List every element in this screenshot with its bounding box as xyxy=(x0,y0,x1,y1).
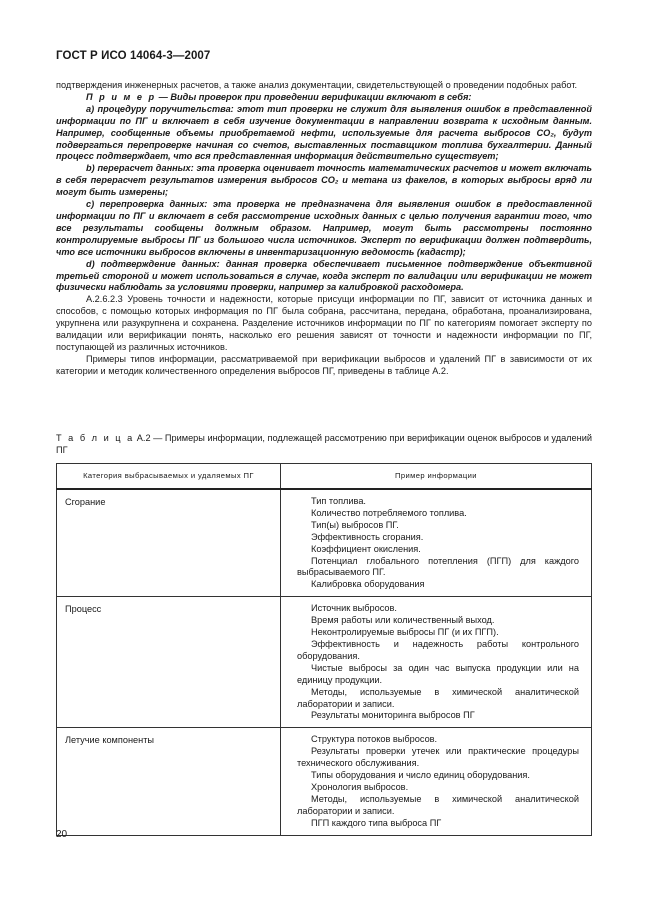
example-item: Структура потоков выбросов. xyxy=(311,734,438,745)
table-caption xyxy=(56,433,592,457)
example-item: Эффективность сгорания. xyxy=(311,531,424,542)
table-container xyxy=(56,463,592,836)
example-item-b: b) перерасчет данных: эта проверка оценивает точность математических расчетов и может включать в себя перерасчет результатов измерения выбросов CO₂ и метана из факелов, в которых выбросы вряд ли могут быть измерены; xyxy=(56,163,592,198)
example-item: Неконтролируемые выбросы ПГ (и их ПГП). xyxy=(311,627,499,638)
examples-table xyxy=(56,463,592,836)
table-caption-text: А.2 — Примеры информации, подлежащей рассмотрению при верификации оценок выбросов и удалений ПГ xyxy=(56,433,592,455)
example-item: Эффективность и надежность работы контрольного оборудования. xyxy=(297,638,579,661)
example-item-d: d) подтверждение данных: данная проверка обеспечивает письменное подтверждение объективной третьей стороной и может использоваться в случае, когда эксперт по валидации или верификации не может физически наблюдать за условиями проверки, например за калибровкой расходомера. xyxy=(56,258,592,293)
example-item: Тип(ы) выбросов ПГ. xyxy=(311,519,399,530)
example-item: Чистые выбросы за один час выпуска продукции или на единицу продукции. xyxy=(297,662,579,685)
example-item: Калибровка оборудования xyxy=(311,579,425,590)
example-item: Коэффициент окисления. xyxy=(311,543,421,554)
example-label: П р и м е р xyxy=(86,91,157,102)
table-cell-examples xyxy=(281,489,592,597)
example-item: Методы, используемые в химической аналитической лаборатории и записи. xyxy=(297,793,579,816)
table-cell-examples xyxy=(281,597,592,728)
example-item: Тип топлива. xyxy=(311,496,366,506)
table-cell-category: Летучие компоненты xyxy=(57,728,281,835)
table-header-row xyxy=(57,464,592,490)
paragraph-a2623: А.2.6.2.3 Уровень точности и надежности, которые присущи информации по ПГ, зависит от источника данных и способов, с помощью которых информация по ПГ была собрана, рассчитана, передана, обработана, проанализирована, укрупнена или разукрупнена и сохранена. Разделение источников информации по ПГ по категориям помогает эксперту по валидации или верификации понять, насколько его решения зависят от точности и надежности информации по ПГ, поступающей из различных источников. xyxy=(56,294,592,352)
column-header-example: Пример информации xyxy=(281,464,592,490)
example-item-a: а) процедуру поручительства: этот тип проверки не служит для выявления ошибок в представленной информации по ПГ и включает в себя изучение документации в направлении возврата к исходным данным. Например, сообщенные объемы приобретаемой нефти, используемые для расчета выбросов CO₂, будут подвергаться перепроверке начиная со счетов, выставленных поставщиком топлива бухгалтерии. Данный процесс подтверждает, что вся представленная информация действительно существует; xyxy=(56,103,592,162)
table-body xyxy=(57,489,592,835)
example-item-c: с) перепроверка данных: эта проверка не предназначена для выявления ошибок в предоставленной информации по ПГ и включает в себя рассмотрение исходных данных с целью получения гарантии того, что все результаты сообщены должным образом. Например, могут быть рассмотрены постоянно контролируемые выбросы ПГ из большого числа источников. Эксперт по верификации должен подтвердить, что все источники выбросов включены в инвентаризационную ведомость (кадастр); xyxy=(56,199,592,257)
table-row xyxy=(57,728,592,835)
table-cell-category: Процесс xyxy=(57,597,281,728)
example-item: Количество потребляемого топлива. xyxy=(311,507,467,518)
example-heading xyxy=(56,92,592,104)
table-row xyxy=(57,489,592,597)
body-text xyxy=(56,80,592,378)
example-item: ПГП каждого типа выброса ПГ xyxy=(311,817,442,828)
example-item: Методы, используемые в химической аналитической лаборатории и записи. xyxy=(297,686,579,709)
example-intro: — Виды проверок при проведении верификации включают в себя: xyxy=(156,91,472,102)
example-item: Результаты мониторинга выбросов ПГ xyxy=(311,710,475,721)
table-cell-category: Сгорание xyxy=(57,489,281,597)
example-item: Время работы или количественный выход. xyxy=(311,615,495,626)
example-item: Типы оборудования и число единиц оборудования. xyxy=(311,770,530,781)
document-header: ГОСТ Р ИСО 14064-3—2007 xyxy=(56,50,211,62)
table-cell-examples xyxy=(281,728,592,835)
example-item: Хронология выбросов. xyxy=(311,781,409,792)
example-item: Потенциал глобального потепления (ПГП) для каждого выбрасываемого ПГ. xyxy=(297,555,579,578)
table-row xyxy=(57,597,592,728)
example-item: Источник выбросов. xyxy=(311,603,397,614)
example-item: Результаты проверки утечек или практические процедуры технического обслуживания. xyxy=(297,746,579,769)
table-caption-label: Т а б л и ц а xyxy=(56,433,135,443)
column-header-category: Категория выбрасываемых и удаляемых ПГ xyxy=(57,464,281,490)
paragraph-examples: Примеры типов информации, рассматриваемой при верификации выбросов и удалений ПГ в зависимости от их категории и методик количественного определения выбросов ПГ, приведены в таблице А.2. xyxy=(56,353,592,376)
page-number: 20 xyxy=(56,829,68,840)
paragraph-continuation: подтверждения инженерных расчетов, а также анализ документации, свидетельствующей о проведении подобных работ. xyxy=(56,80,578,90)
